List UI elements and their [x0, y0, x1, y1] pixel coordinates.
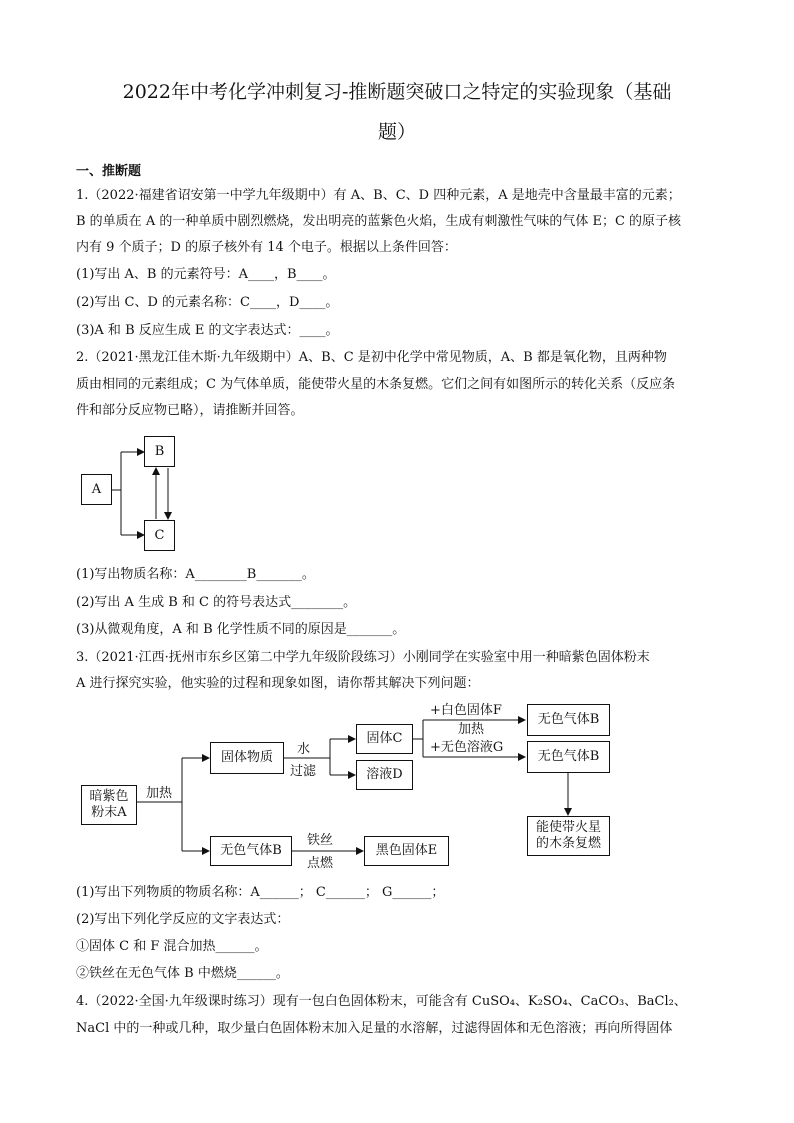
q3-label-ignite: 点燃 — [307, 856, 334, 871]
q3-node-solution-d: 溶液D — [356, 760, 413, 790]
q1-text-line-3: 内有 9 个质子；D 的原子核外有 14 个电子。根据以上条件回答： — [76, 240, 457, 255]
q3-node-gas-b-1: 无色气体B — [527, 704, 610, 736]
q3-node-start-line-1: 暗紫色 — [89, 789, 129, 804]
q3-label-heat-2: 加热 — [458, 722, 485, 737]
q2-answer-1: (1)写出物质名称：A________B_______。 — [76, 567, 315, 582]
q1-answer-1: (1)写出 A、B 的元素符号：A____，B____。 — [76, 267, 336, 282]
q2-box-c: C — [144, 520, 175, 551]
q3-node-solid-c: 固体C — [356, 724, 413, 754]
page-title-line-2: 题） — [377, 121, 416, 143]
q3-node-black-e: 黑色固体E — [364, 836, 449, 866]
q3-answer-1: (1)写出下列物质的物质名称：A______； C______； G______； — [76, 885, 445, 900]
q3-label-iron: 铁丝 — [307, 833, 334, 848]
q3-node-relight-line-2: 的木条复燃 — [535, 836, 601, 851]
q2-answer-2: (2)写出 A 生成 B 和 C 的符号表达式________。 — [76, 595, 357, 610]
q1-text-line-1: 1.（2022·福建省诏安第一中学九年级期中）有 A、B、C、D 四种元素，A 是地壳中含量最丰富的元素； — [76, 188, 681, 203]
q3-label-filter: 过滤 — [290, 764, 317, 779]
q2-text-line-3: 件和部分反应物已略），请推断并回答。 — [76, 403, 304, 418]
q3-label-colorless-g: +无色溶液G — [430, 740, 504, 755]
q1-answer-3: (3)A 和 B 反应生成 E 的文字表达式：____。 — [76, 323, 339, 338]
q3-node-relight-line-1: 能使带火星 — [535, 820, 601, 835]
q3-label-water: 水 — [297, 742, 311, 757]
q3-node-start — [81, 785, 137, 825]
q3-label-heat: 加热 — [146, 786, 173, 801]
q2-text-line-1: 2.（2021·黑龙江佳木斯·九年级期中）A、B、C 是初中化学中常见物质，A、B 都是氧化物，且两种物 — [76, 350, 667, 365]
q3-answer-4: ②铁丝在无色气体 B 中燃烧______。 — [76, 966, 289, 981]
q3-label-white-f: +白色固体F — [430, 703, 502, 718]
section-heading: 一、推断题 — [76, 164, 142, 179]
page-title-line-1: 2022年中考化学冲刺复习-推断题突破口之特定的实验现象（基础 — [122, 81, 672, 103]
q2-box-a: A — [81, 474, 112, 505]
q3-node-relight — [527, 816, 610, 856]
q3-answer-3: ①固体 C 和 F 混合加热______。 — [76, 939, 268, 954]
q3-node-gas-b-2: 无色气体B — [527, 741, 610, 773]
q3-node-solid: 固体物质 — [210, 742, 284, 774]
q3-node-start-line-2: 粉末A — [91, 805, 127, 820]
q3-text-line-1: 3.（2021·江西·抚州市东乡区第二中学九年级阶段练习）小刚同学在实验室中用一种暗紫色固体粉末 — [76, 650, 650, 665]
q2-text-line-2: 质由相同的元素组成；C 为气体单质，能使带火星的木条复燃。它们之间有如图所示的转化关系（反应条 — [76, 377, 676, 392]
q4-text-line-1: 4.（2022·全国·九年级课时练习）现有一包白色固体粉末，可能含有 CuSO₄、K₂SO₄、CaCO₃、BaCl₂、 — [76, 994, 687, 1009]
q4-text-line-2: NaCl 中的一种或几种，取少量白色固体粉末加入足量的水溶解，过滤得固体和无色溶液；再向所得固体 — [76, 1021, 673, 1036]
q1-text-line-2: B 的单质在 A 的一种单质中剧烈燃烧，发出明亮的蓝紫色火焰，生成有刺激性气味的气体 E；C 的原子核 — [76, 214, 682, 229]
q3-answer-2: (2)写出下列化学反应的文字表达式： — [76, 912, 290, 927]
q3-text-line-2: A 进行探究实验，他实验的过程和现象如图，请你帮其解决下列问题： — [76, 676, 480, 691]
q2-box-b: B — [144, 436, 175, 467]
q3-node-gas-b-3: 无色气体B — [210, 836, 292, 866]
q2-answer-3: (3)从微观角度，A 和 B 化学性质不同的原因是_______。 — [76, 622, 406, 637]
q1-answer-2: (2)写出 C、D 的元素名称：C____，D____。 — [76, 295, 339, 310]
